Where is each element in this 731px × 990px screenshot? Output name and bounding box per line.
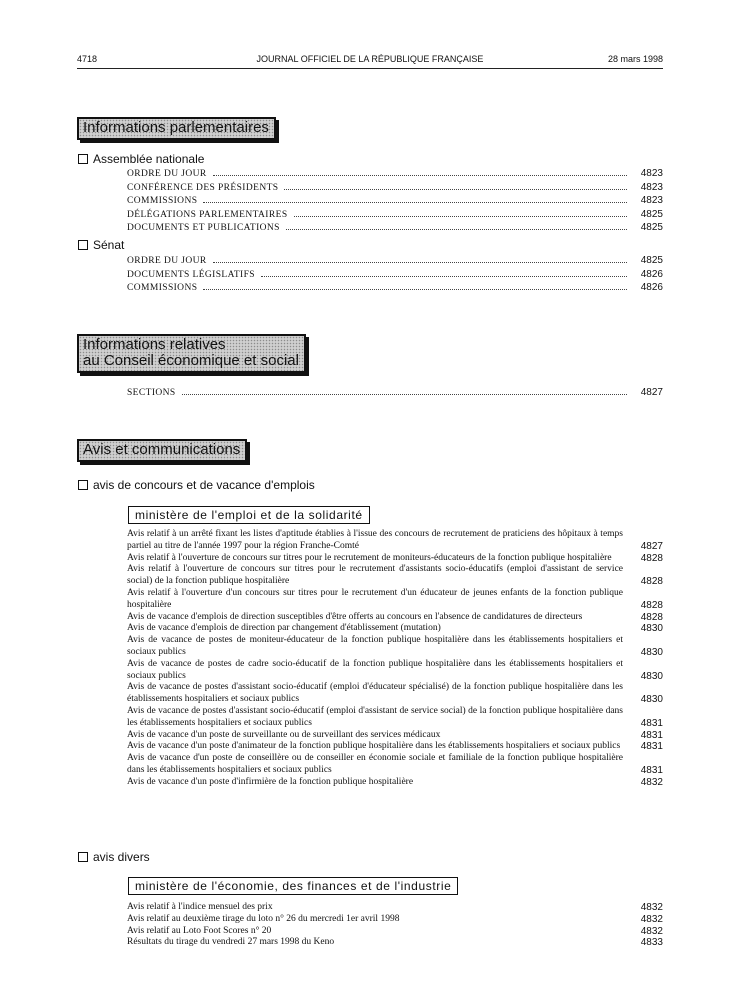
item-text: Avis de vacance de postes de cadre socio-éducatif de la fonction publique hospitalière dans les établissements hospitaliers et sociaux publics: [127, 658, 623, 681]
list-item: [127, 553, 663, 565]
item-text: Avis de vacance de postes d'assistant socio-éducatif (emploi d'éducateur spécialisé) de la fonction publique hospitalière dans les établissements hospitaliers et sociaux publics: [127, 682, 623, 705]
list-item: [127, 529, 663, 553]
toc-row: [127, 221, 663, 235]
item-text: Avis relatif au deuxième tirage du loto n° 26 du mercredi 1er avril 1998: [127, 913, 400, 924]
item-page: 4831: [640, 717, 663, 729]
item-text: Avis relatif à l'ouverture de concours sur titres pour le recrutement de moniteurs-éducateurs de la fonction publique hospitalière: [127, 552, 612, 563]
list-item: [127, 706, 663, 730]
ministry-title: ministère de l'emploi et de la solidarité: [135, 508, 363, 522]
checkbox-square-icon: [78, 852, 88, 862]
list-item: [127, 926, 663, 938]
item-text: Avis de vacance d'un poste d'infirmière de la fonction publique hospitalière: [127, 776, 414, 787]
section-assemblee-nationale: [78, 152, 204, 166]
banner-avis-communications: [77, 439, 247, 462]
dot-leader: [261, 276, 627, 277]
list-item: [127, 902, 663, 914]
dot-leader: [203, 202, 627, 203]
item-text: Avis relatif à l'ouverture de concours sur titres pour le recrutement d'assistants socio-éducatifs (emploi d'assistant de service social) de la fonction publique hospitalière: [127, 564, 623, 587]
item-text: Avis de vacance de postes d'assistant socio-éducatif (emploi d'assistant de service social) de la fonction publique hospitalière dans les établissements hospitaliers et sociaux publics: [127, 705, 623, 728]
toc-ces: [127, 386, 663, 400]
list-item: [127, 564, 663, 588]
item-page: 4828: [640, 599, 663, 611]
section-title: Assemblée nationale: [93, 152, 205, 166]
toc-page: 4825: [640, 222, 663, 234]
checkbox-square-icon: [78, 154, 88, 164]
item-text: Avis de vacance d'un poste de conseillère ou de conseiller en économie sociale et familiale de la fonction publique hospitalière dans les établissements hospitaliers et sociaux publics: [127, 753, 623, 775]
list-item: [127, 741, 663, 753]
toc-page: 4825: [640, 255, 663, 266]
toc-label: DOCUMENTS ET PUBLICATIONS: [127, 223, 280, 234]
toc-page: 4827: [640, 387, 663, 398]
page-header: [77, 54, 663, 68]
checkbox-square-icon: [78, 240, 88, 250]
item-page: 4830: [640, 623, 663, 635]
list-item: [127, 635, 663, 659]
dot-leader: [213, 262, 627, 263]
toc-label: DÉLÉGATIONS PARLEMENTAIRES: [127, 209, 288, 220]
item-page: 4828: [640, 576, 663, 588]
item-page: 4831: [640, 741, 663, 753]
item-text: Avis relatif à l'indice mensuel des prix: [127, 902, 273, 912]
ministry-box-emploi: [128, 506, 370, 524]
toc-row: [127, 208, 663, 222]
list-item: [127, 623, 663, 635]
toc-page: 4823: [640, 168, 663, 179]
checkbox-square-icon: [78, 480, 88, 490]
dot-leader: [294, 216, 628, 217]
item-page: 4827: [640, 540, 663, 552]
toc-row: [127, 386, 663, 400]
dot-leader: [284, 189, 627, 190]
item-text: Avis de vacance d'un poste de surveillante ou de surveillant des services médicaux: [127, 729, 441, 740]
item-text: Avis relatif à l'ouverture d'un concours sur titres pour le recrutement d'un éducateur de jeunes enfants de la fonction publique hospitalière: [127, 587, 623, 610]
list-item: [127, 659, 663, 683]
section-concours: [78, 478, 315, 492]
toc-row: [127, 254, 663, 268]
banner-title: Informations parlementaires: [83, 119, 269, 136]
dot-leader: [213, 175, 627, 176]
list-item: [127, 612, 663, 624]
toc-label: COMMISSIONS: [127, 196, 198, 207]
toc-row: [127, 167, 663, 181]
toc-row: [127, 181, 663, 195]
item-page: 4832: [640, 776, 663, 788]
item-page: 4830: [640, 646, 663, 658]
toc-label: CONFÉRENCE DES PRÉSIDENTS: [127, 182, 279, 193]
item-page: 4831: [640, 764, 663, 776]
list-concours: [127, 529, 663, 789]
toc-page: 4826: [640, 268, 663, 280]
item-text: Avis de vacance de postes de moniteur-éducateur de la fonction publique hospitalière dans les établissements hospitaliers et sociaux publics: [127, 635, 623, 657]
item-page: 4831: [640, 729, 663, 741]
list-divers: [127, 902, 663, 949]
toc-label: COMMISSIONS: [127, 283, 198, 294]
ministry-box-economie: [128, 877, 458, 895]
toc-page: 4823: [640, 181, 663, 193]
section-senat: [78, 238, 124, 252]
toc-label: ORDRE DU JOUR: [127, 256, 207, 266]
toc-row: [127, 281, 663, 295]
item-text: Avis relatif à un arrêté fixant les listes d'aptitude établies à l'issue des concours de recrutement de praticiens des hôpitaux à temps partiel au titre de l'année 1997 pour la région Franche-Comté: [127, 529, 623, 551]
item-page: 4830: [640, 670, 663, 682]
item-page: 4828: [640, 552, 663, 564]
item-page: 4828: [640, 611, 663, 623]
toc-row: [127, 194, 663, 208]
toc-label: SECTIONS: [127, 388, 176, 398]
toc-label: DOCUMENTS LÉGISLATIFS: [127, 269, 255, 280]
list-item: [127, 937, 663, 949]
journal-title: JOURNAL OFFICIEL DE LA RÉPUBLIQUE FRANÇAISE: [256, 54, 484, 64]
banner-title-line1: Informations relatives: [83, 336, 226, 353]
list-item: [127, 777, 663, 789]
item-text: Avis de vacance d'un poste d'animateur de la fonction publique hospitalière dans les établissements hospitaliers et sociaux publics: [127, 741, 621, 752]
item-text: Avis relatif au Loto Foot Scores n° 20: [127, 925, 272, 936]
toc-page: 4823: [640, 195, 663, 207]
section-title: Sénat: [93, 238, 125, 252]
toc-page: 4826: [640, 282, 663, 294]
banner-informations-parlementaires: [77, 117, 276, 140]
banner-title: Avis et communications: [83, 441, 241, 458]
section-title: avis de concours et de vacance d'emplois: [93, 478, 315, 492]
item-text: Avis de vacance d'emplois de direction par changement d'établissement (mutation): [127, 623, 441, 634]
item-page: 4832: [640, 925, 663, 937]
list-item: [127, 588, 663, 612]
item-page: 4833: [640, 937, 663, 949]
list-item: [127, 730, 663, 742]
page-number: 4718: [77, 54, 98, 64]
section-title: avis divers: [93, 850, 150, 864]
item-text: Avis de vacance d'emplois de direction susceptibles d'être offerts au concours en l'absence de candidatures de directeurs: [127, 611, 583, 622]
dot-leader: [286, 229, 627, 230]
banner-title-line2: au Conseil économique et social: [83, 352, 299, 369]
ministry-title: ministère de l'économie, des finances et de l'industrie: [135, 879, 452, 893]
toc-row: [127, 268, 663, 282]
toc-page: 4825: [640, 208, 663, 220]
toc-assemblee: [127, 167, 663, 235]
list-item: [127, 753, 663, 777]
banner-conseil-economique-social: [77, 334, 306, 373]
dot-leader: [182, 394, 627, 395]
issue-date: 28 mars 1998: [607, 54, 663, 64]
item-page: 4830: [640, 694, 663, 706]
dot-leader: [203, 289, 627, 290]
header-rule: [77, 68, 663, 69]
item-page: 4832: [640, 913, 663, 925]
item-page: 4832: [640, 902, 663, 913]
list-item: [127, 682, 663, 706]
toc-senat: [127, 254, 663, 295]
item-text: Résultats du tirage du vendredi 27 mars 1998 du Keno: [127, 937, 335, 948]
toc-label: ORDRE DU JOUR: [127, 169, 207, 179]
list-item: [127, 914, 663, 926]
section-avis-divers: [78, 850, 150, 864]
